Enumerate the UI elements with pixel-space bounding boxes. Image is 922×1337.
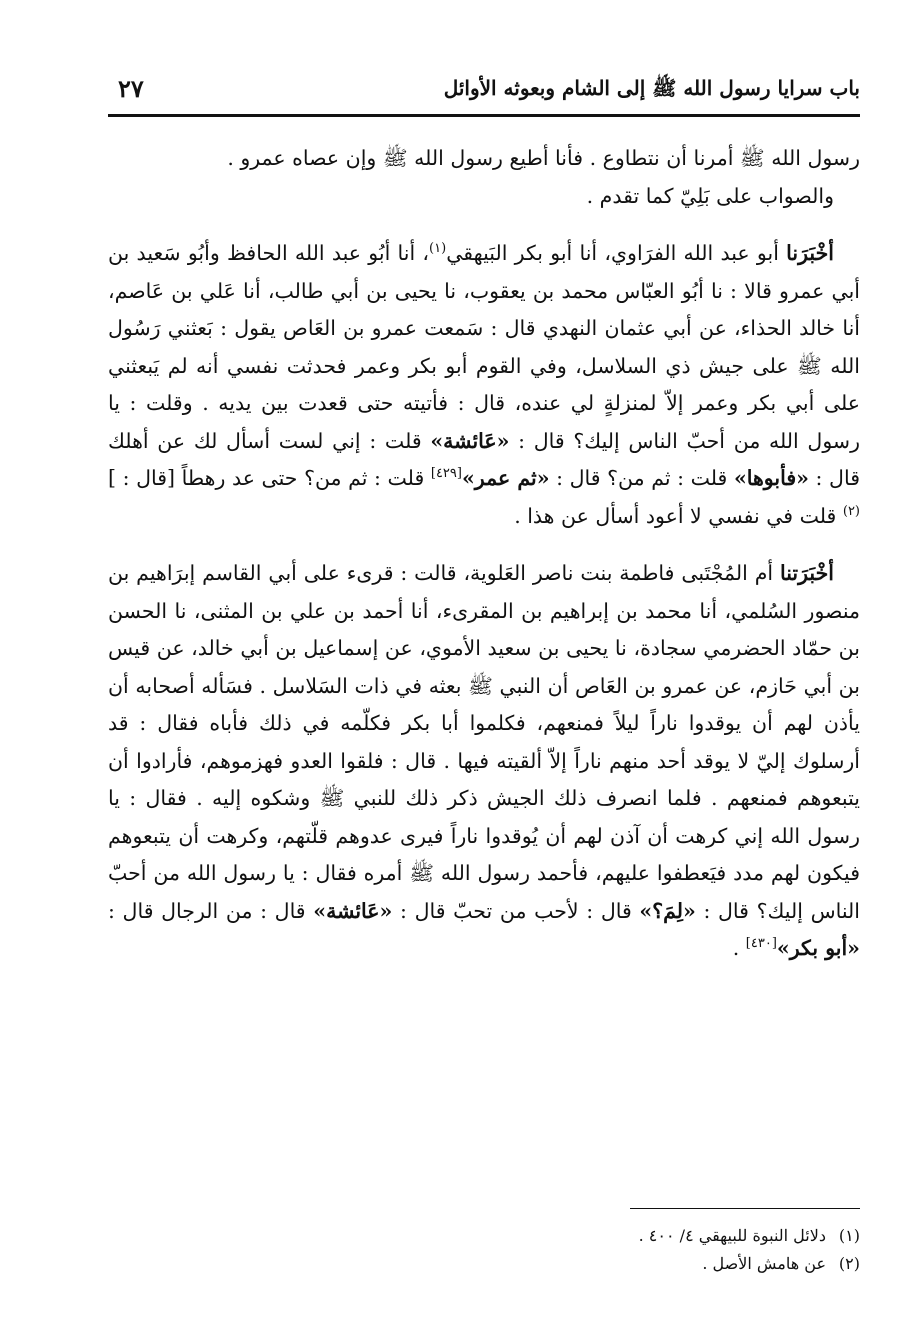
text-segment: قال : من الرجال قال : [108,898,314,923]
page-number: ٢٧ [118,74,144,103]
quoted-word: «أبو بكر» [776,936,860,960]
footnotes [400,1222,860,1278]
text-segment: قلت في نفسي لا أعود أسأل عن هذا . [514,503,843,528]
hadith-number-430: [٤٣٠] [745,936,777,952]
text-segment: أم المُجْتَبى فاطمة بنت ناصر العَلوية، قالت : قرىء على أبي القاسم إبرَاهيم بن منصور السُلمي، أنا محمد بن إبراهيم بن المقرىء، أنا أحمد بن علي بن المثنى، نا الحسن بن حمّاد الحضرمي سجادة، نا يحيى بن سعيد الأموي، عن إسماعيل بن أبي خالد، عن قيس بن أبي حَازم، عن عمرو بن العَاص أن النبي ﷺ بعثه في ذات السَلاسل . فسَأله أصحابه أن يأذن لهم أن يوقدوا ناراً ليلاً فمنعهم، فكلموا أبا بكر فكلّمه في ذلك فأباه فقال : قد أرسلوك إليّ لا يوقد أحد منهم ناراً إلاّ ألقيته فيها . قال : فلقوا العدو فهزموهم، فأرادوا أن يتبعوهم فمنعهم . فلما انصرف ذلك الجيش ذكر ذلك للنبي ﷺ وشكوه إليه . فقال : يا رسول الله إني كرهت أن آذن لهم أن يُوقدوا ناراً فيرى عدوهم قلّتهم، وكرهت أن يتبعوهم فيكون لهم مدد فيَعطفوا عليهم، فأحمد رسول الله ﷺ أمره فقال : يا رسول الله من أحبّ الناس إليك؟ قال : [108,561,860,923]
quoted-word: «عَائشة» [313,898,393,923]
text-segment: ، أنا أبُو عبد الله الحافظ وأبُو سَعيد بن أبي عمرو قالا : نا أبُو العبّاس محمد بن يعقوب، نا يحيى بن أبي طالب، أنا عَلي بن عَاصم، أنا خالد الحذاء، عن أبي عثمان النهدي قال : سَمعت عمرو بن العَاص يقول : بَعثني رَسُول الله ﷺ على جيش ذي السلاسل، وفي القوم أبو بكر وعمر فحدثت نفسي أنه لم يَبعثني على أبي بكر وعمر إلاّ لمنزلةٍ لي عنده، قال : فأتيته حتى قعدت بين يديه . وقلت : يا رسول الله من أحبّ الناس إليك؟ قال : [108,241,860,453]
footnote-1 [400,1222,860,1250]
footnote-marker-2: (٢) [842,503,860,519]
quoted-word: «ثم عمر» [461,466,550,490]
text-segment: أبو عبد الله الفرَاوي، أنا أبو بكر البَيهقي [446,241,787,265]
paragraph-3 [108,235,860,535]
quoted-word: «لِمَ؟» [639,898,696,923]
quoted-word: «فأبوها» [733,466,809,490]
text-segment: قلت : ثم من؟ قال : [549,466,734,490]
paragraph-2: والصواب على بَلِيّ كما تقدم . [586,183,834,208]
narration-lead: أخْبَرَتنا [779,561,834,585]
text-segment: . [732,936,746,960]
quoted-word: «عَائشة» [430,428,510,453]
paragraph-1: رسول الله ﷺ أمرنا أن نتطاوع . فأنا أطيع رسول الله ﷺ وإن عصاه عمرو . [227,146,860,170]
header-title: باب سرايا رسول الله ﷺ إلى الشام وبعوثه الأوائل [443,76,860,100]
footnote-text: عن هامش الأصل . [702,1254,826,1273]
text-segment: قال : لأحب من تحبّ قال : [392,898,640,923]
narration-lead: أخْبَرَنا [786,241,834,265]
footnote-number: (١) [838,1226,860,1245]
footnote-text: دلائل النبوة للبيهقي ٤/ ٤٠٠ . [638,1226,826,1245]
hadith-number-429: [٤٢٩] [430,466,462,482]
running-header [108,70,860,117]
footnote-divider [630,1208,860,1209]
main-text [108,140,860,968]
text-segment: قلت : إني لست أسأل لك عن أهلك قال : [108,428,860,490]
footnote-2 [400,1250,860,1278]
footnote-marker-1: (١) [429,241,447,257]
text-segment: قلت : ثم من؟ حتى عد رهطاً [قال : ] [108,466,431,490]
paragraph-4 [108,555,860,968]
footnote-number: (٢) [838,1254,860,1273]
